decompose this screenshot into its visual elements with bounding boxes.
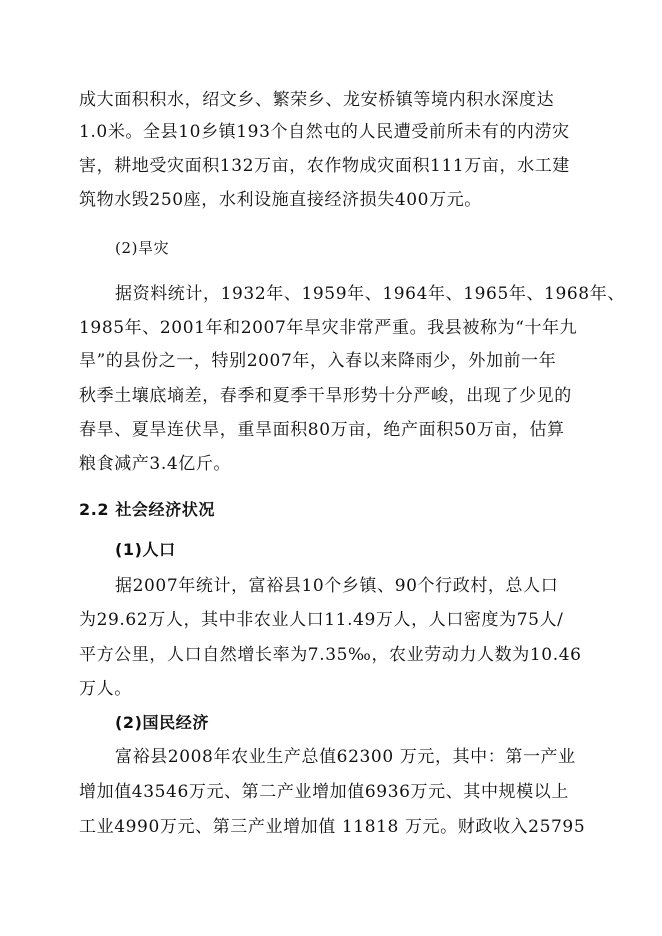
paragraph-line: 秋季土壤底墒差，春季和夏季干旱形势十分严峻，出现了少见的 xyxy=(79,386,572,406)
section-heading: 2.2 社会经济状况 xyxy=(79,500,215,519)
paragraph-line: 筑物水毁250座，水利设施直接经济损失400万元。 xyxy=(79,190,482,210)
paragraph-line: 害，耕地受灾面积132万亩，农作物成灾面积111万亩，水工建 xyxy=(79,156,570,176)
paragraph-line: 据资料统计，1932年、1959年、1964年、1965年、1968年、 xyxy=(115,284,625,304)
subsection-heading-drought: (2)旱灾 xyxy=(115,239,170,257)
paragraph-line: 1985年、2001年和2007年旱灾非常严重。我县被称为“十年九 xyxy=(79,318,578,338)
paragraph-line: 为29.62万人，其中非农业人口11.49万人，人口密度为75人/ xyxy=(79,610,564,630)
subsection-heading-economy: (2)国民经济 xyxy=(115,713,209,732)
paragraph-line: 旱”的县份之一，特别2007年，入春以来降雨少，外加前一年 xyxy=(79,351,557,371)
paragraph-line: 工业4990万元、第三产业增加值 11818 万元。财政收入25795 xyxy=(79,817,586,837)
paragraph-line: 粮食减产3.4亿斤。 xyxy=(79,454,232,474)
paragraph-line: 万人。 xyxy=(79,679,132,699)
subsection-heading-population: (1)人口 xyxy=(115,540,176,559)
paragraph-line: 1.0米。全县10乡镇193个自然屯的人民遭受前所未有的内涝灾 xyxy=(79,122,570,142)
paragraph-line: 据2007年统计，富裕县10个乡镇、90个行政村，总人口 xyxy=(115,576,559,596)
paragraph-line: 富裕县2008年农业生产总值62300 万元，其中：第一产业 xyxy=(115,747,576,767)
paragraph-line: 成大面积积水，绍文乡、繁荣乡、龙安桥镇等境内积水深度达 xyxy=(79,90,555,110)
paragraph-line: 增加值43546万元、第二产业增加值6936万元、其中规模以上 xyxy=(79,782,569,802)
paragraph-line: 平方公里，人口自然增长率为7.35‰，农业劳动力人数为10.46 xyxy=(79,645,582,665)
paragraph-line: 春旱、夏旱连伏旱，重旱面积80万亩，绝产面积50万亩，估算 xyxy=(79,420,565,440)
